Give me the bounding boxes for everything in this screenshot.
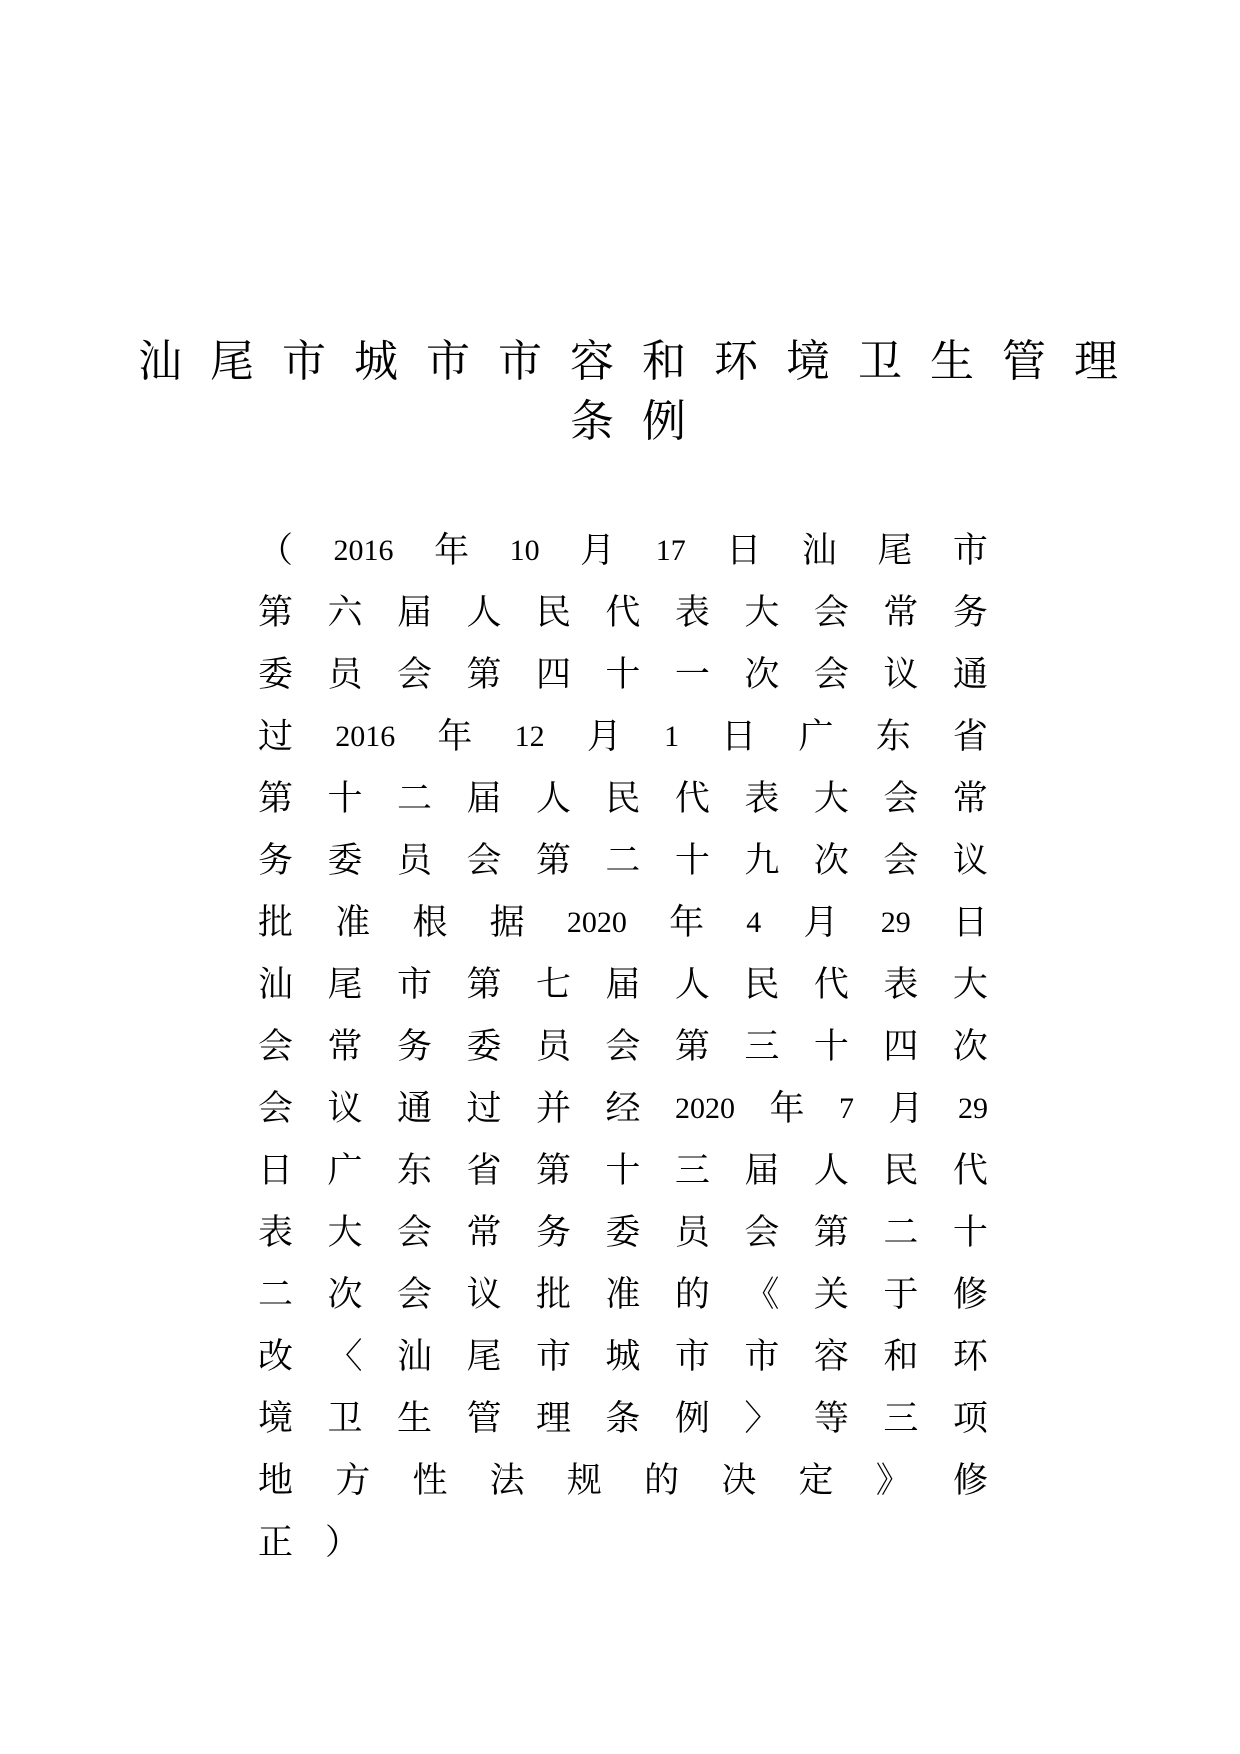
note-line: 第 六 届 人 民 代 表 大 会 常 务 — [258, 593, 988, 633]
note-line: 日 广 东 省 第 十 三 届 人 民 代 — [258, 1151, 988, 1191]
note-line: 会 议 通 过 并 经 2020 年 7 月 29 — [258, 1089, 988, 1129]
note-line: 批 准 根 据 2020 年 4 月 29 日 — [258, 903, 988, 943]
document-title-line-1: 汕尾市城市市容和环境卫生管理 — [138, 336, 1146, 387]
note-line: 表 大 会 常 务 委 员 会 第 二 十 — [258, 1213, 988, 1253]
note-line: 第 十 二 届 人 民 代 表 大 会 常 — [258, 779, 988, 819]
enactment-note — [258, 520, 988, 1574]
note-line: 会 常 务 委 员 会 第 三 十 四 次 — [258, 1027, 988, 1067]
note-line: 境 卫 生 管 理 条 例 〉 等 三 项 — [258, 1399, 988, 1439]
note-line: 地 方 性 法 规 的 决 定 》 修 — [258, 1461, 988, 1501]
note-line: 二 次 会 议 批 准 的 《 关 于 修 — [258, 1275, 988, 1315]
note-line: 委 员 会 第 四 十 一 次 会 议 通 — [258, 655, 988, 695]
note-line: 正 ） — [258, 1523, 361, 1563]
note-line: （ 2016 年 10 月 17 日 汕 尾 市 — [258, 531, 988, 571]
document-title-line-2: 条例 — [570, 396, 714, 447]
note-line: 改 〈 汕 尾 市 城 市 市 容 和 环 — [258, 1337, 988, 1377]
note-line: 务 委 员 会 第 二 十 九 次 会 议 — [258, 841, 988, 881]
note-line: 过 2016 年 12 月 1 日 广 东 省 — [258, 717, 988, 757]
note-line: 汕 尾 市 第 七 届 人 民 代 表 大 — [258, 965, 988, 1005]
